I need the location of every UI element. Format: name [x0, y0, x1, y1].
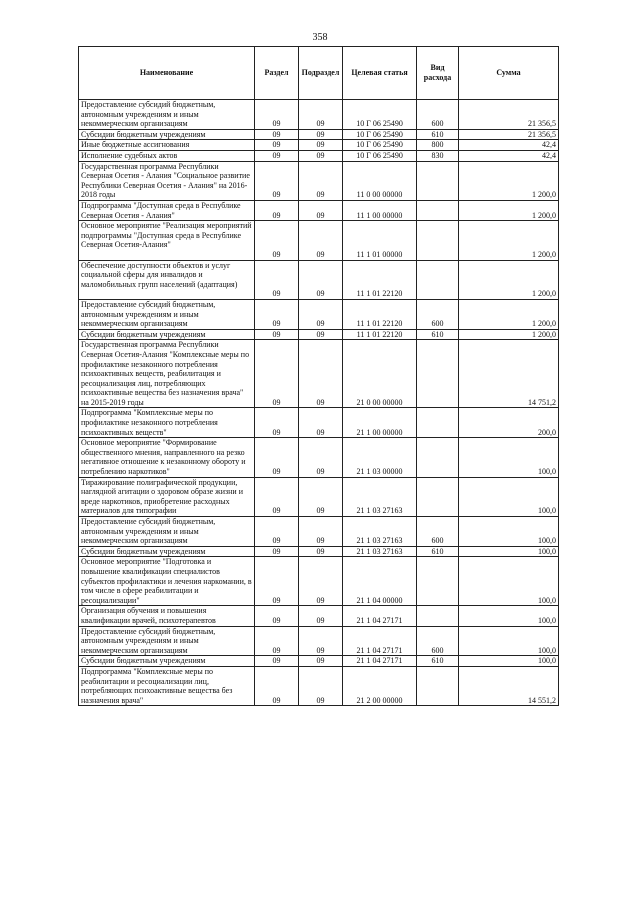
row-subsection: 09	[299, 129, 343, 140]
row-section: 09	[255, 606, 299, 626]
row-name: Предоставление субсидий бюджетным, автономным учреждениям и иным некоммерческим организациям	[79, 100, 255, 130]
row-name: Государственная программа Республики Северная Осетия-Алания "Комплексные меры по профилактике незаконного потребления психоактивных веществ, реабилитация и ресоциализация лиц, потребляющих психоактивные вещества без назначения врача" на 2015-2019 годы	[79, 340, 255, 408]
row-amount: 200,0	[459, 408, 559, 438]
row-section: 09	[255, 517, 299, 547]
row-section: 09	[255, 626, 299, 656]
row-target: 21 1 04 27171	[343, 626, 417, 656]
row-name: Основное мероприятие "Подготовка и повышение квалификации специалистов субъектов профилактики и лечения наркомании, в том числе в сфере реабилитации и ресоциализации"	[79, 557, 255, 606]
row-type: 830	[417, 150, 459, 161]
row-section: 09	[255, 656, 299, 667]
row-target: 21 1 03 00000	[343, 438, 417, 477]
row-subsection: 09	[299, 100, 343, 130]
row-subsection: 09	[299, 667, 343, 706]
header-name: Наименование	[79, 47, 255, 100]
row-target: 21 1 03 27163	[343, 477, 417, 516]
row-amount: 1 200,0	[459, 299, 559, 329]
row-type: 610	[417, 129, 459, 140]
row-type	[417, 200, 459, 220]
table-row	[79, 656, 559, 667]
table-row	[79, 150, 559, 161]
row-subsection: 09	[299, 626, 343, 656]
table-row	[79, 100, 559, 130]
row-type	[417, 221, 459, 260]
row-name: Предоставление субсидий бюджетным, автономным учреждениям и иным некоммерческим организациям	[79, 626, 255, 656]
row-subsection: 09	[299, 606, 343, 626]
row-type: 600	[417, 299, 459, 329]
table-row	[79, 438, 559, 477]
row-section: 09	[255, 477, 299, 516]
row-type	[417, 477, 459, 516]
row-subsection: 09	[299, 221, 343, 260]
table-row	[79, 329, 559, 340]
row-amount: 100,0	[459, 438, 559, 477]
row-amount: 21 356,5	[459, 129, 559, 140]
row-target: 10 Г 06 25490	[343, 100, 417, 130]
row-amount: 100,0	[459, 626, 559, 656]
row-section: 09	[255, 260, 299, 299]
row-type: 610	[417, 546, 459, 557]
row-subsection: 09	[299, 140, 343, 151]
row-amount: 100,0	[459, 477, 559, 516]
row-target: 10 Г 06 25490	[343, 129, 417, 140]
row-target: 21 1 00 00000	[343, 408, 417, 438]
header-section: Раздел	[255, 47, 299, 100]
row-type: 600	[417, 626, 459, 656]
row-name: Подпрограмма "Доступная среда в Республике Северная Осетия - Алания"	[79, 200, 255, 220]
table-row	[79, 557, 559, 606]
row-section: 09	[255, 408, 299, 438]
row-target: 21 0 00 00000	[343, 340, 417, 408]
row-subsection: 09	[299, 656, 343, 667]
row-type	[417, 557, 459, 606]
row-type	[417, 438, 459, 477]
table-row	[79, 161, 559, 200]
row-target: 11 1 00 00000	[343, 200, 417, 220]
row-target: 21 2 00 00000	[343, 667, 417, 706]
row-name: Предоставление субсидий бюджетным, автономным учреждениям и иным некоммерческим организациям	[79, 299, 255, 329]
row-amount: 100,0	[459, 546, 559, 557]
row-section: 09	[255, 546, 299, 557]
row-type	[417, 340, 459, 408]
row-type	[417, 606, 459, 626]
header-target: Целевая статья	[343, 47, 417, 100]
table-row	[79, 546, 559, 557]
row-type: 800	[417, 140, 459, 151]
row-target: 21 1 03 27163	[343, 546, 417, 557]
row-subsection: 09	[299, 546, 343, 557]
table-row	[79, 517, 559, 547]
row-amount: 14 751,2	[459, 340, 559, 408]
row-section: 09	[255, 340, 299, 408]
row-subsection: 09	[299, 299, 343, 329]
row-name: Субсидии бюджетным учреждениям	[79, 546, 255, 557]
table-row	[79, 606, 559, 626]
row-name: Обеспечение доступности объектов и услуг социальной сферы для инвалидов и маломобильных групп населений (адаптация)	[79, 260, 255, 299]
row-target: 10 Г 06 25490	[343, 140, 417, 151]
table-row	[79, 667, 559, 706]
row-type	[417, 260, 459, 299]
row-amount: 1 200,0	[459, 221, 559, 260]
row-target: 11 1 01 22120	[343, 299, 417, 329]
page-number: 358	[312, 32, 328, 43]
row-section: 09	[255, 329, 299, 340]
row-name: Предоставление субсидий бюджетным, автономным учреждениям и иным некоммерческим организациям	[79, 517, 255, 547]
row-target: 21 1 03 27163	[343, 517, 417, 547]
table-row	[79, 408, 559, 438]
row-section: 09	[255, 161, 299, 200]
table-row	[79, 260, 559, 299]
row-section: 09	[255, 221, 299, 260]
row-section: 09	[255, 129, 299, 140]
header-row	[79, 47, 559, 100]
table-row	[79, 129, 559, 140]
row-target: 21 1 04 00000	[343, 557, 417, 606]
row-subsection: 09	[299, 340, 343, 408]
row-subsection: 09	[299, 517, 343, 547]
row-amount: 100,0	[459, 606, 559, 626]
table-row	[79, 299, 559, 329]
row-name: Субсидии бюджетным учреждениям	[79, 329, 255, 340]
row-name: Основное мероприятие "Формирование общественного мнения, направленного на резко негативное отношение к незаконному обороту и потреблению наркотиков"	[79, 438, 255, 477]
row-name: Исполнение судебных актов	[79, 150, 255, 161]
row-amount: 100,0	[459, 517, 559, 547]
row-subsection: 09	[299, 200, 343, 220]
row-subsection: 09	[299, 477, 343, 516]
row-type	[417, 161, 459, 200]
row-subsection: 09	[299, 260, 343, 299]
row-amount: 14 551,2	[459, 667, 559, 706]
row-amount: 100,0	[459, 557, 559, 606]
row-subsection: 09	[299, 150, 343, 161]
header-subsection: Подраздел	[299, 47, 343, 100]
row-type: 610	[417, 656, 459, 667]
row-section: 09	[255, 200, 299, 220]
row-target: 10 Г 06 25490	[343, 150, 417, 161]
row-subsection: 09	[299, 408, 343, 438]
budget-table	[78, 46, 559, 706]
row-amount: 1 200,0	[459, 260, 559, 299]
table-row	[79, 340, 559, 408]
row-subsection: 09	[299, 329, 343, 340]
table-row	[79, 200, 559, 220]
row-type	[417, 667, 459, 706]
row-amount: 1 200,0	[459, 161, 559, 200]
row-target: 11 1 01 00000	[343, 221, 417, 260]
row-target: 11 1 01 22120	[343, 329, 417, 340]
row-section: 09	[255, 299, 299, 329]
row-name: Государственная программа Республики Северная Осетия - Алания "Социальное развитие Республики Северная Осетия - Алания" на 2016-2018 годы	[79, 161, 255, 200]
row-amount: 100,0	[459, 656, 559, 667]
row-target: 21 1 04 27171	[343, 606, 417, 626]
row-name: Субсидии бюджетным учреждениям	[79, 129, 255, 140]
row-amount: 42,4	[459, 150, 559, 161]
row-subsection: 09	[299, 438, 343, 477]
table-row	[79, 221, 559, 260]
row-name: Подпрограмма "Комплексные меры по профилактике незаконного потребления психоактивных веществ"	[79, 408, 255, 438]
row-name: Подпрограмма "Комплексные меры по реабилитации и ресоциализации лиц, потребляющих психоактивные вещества без назначения врача"	[79, 667, 255, 706]
row-section: 09	[255, 667, 299, 706]
row-amount: 1 200,0	[459, 329, 559, 340]
row-section: 09	[255, 557, 299, 606]
row-name: Организация обучения и повышения квалификации врачей, психотерапевтов	[79, 606, 255, 626]
row-name: Основное мероприятие "Реализация мероприятий подпрограммы "Доступная среда в Республике Северная Осетия-Алания"	[79, 221, 255, 260]
header-amount: Сумма	[459, 47, 559, 100]
row-target: 11 0 00 00000	[343, 161, 417, 200]
table-row	[79, 140, 559, 151]
row-name: Тиражирование полиграфической продукции, наглядной агитации о здоровом образе жизни и вреде наркотиков, приобретение расходных материалов для типографии	[79, 477, 255, 516]
row-name: Субсидии бюджетным учреждениям	[79, 656, 255, 667]
row-type: 610	[417, 329, 459, 340]
row-amount: 21 356,5	[459, 100, 559, 130]
row-amount: 42,4	[459, 140, 559, 151]
row-type: 600	[417, 517, 459, 547]
row-name: Иные бюджетные ассигнования	[79, 140, 255, 151]
header-expense-type: Вид расхода	[417, 47, 459, 100]
row-amount: 1 200,0	[459, 200, 559, 220]
row-type	[417, 408, 459, 438]
table-row	[79, 626, 559, 656]
row-type: 600	[417, 100, 459, 130]
table-row	[79, 477, 559, 516]
row-section: 09	[255, 150, 299, 161]
row-section: 09	[255, 100, 299, 130]
row-section: 09	[255, 438, 299, 477]
row-target: 11 1 01 22120	[343, 260, 417, 299]
row-target: 21 1 04 27171	[343, 656, 417, 667]
row-subsection: 09	[299, 557, 343, 606]
row-section: 09	[255, 140, 299, 151]
row-subsection: 09	[299, 161, 343, 200]
